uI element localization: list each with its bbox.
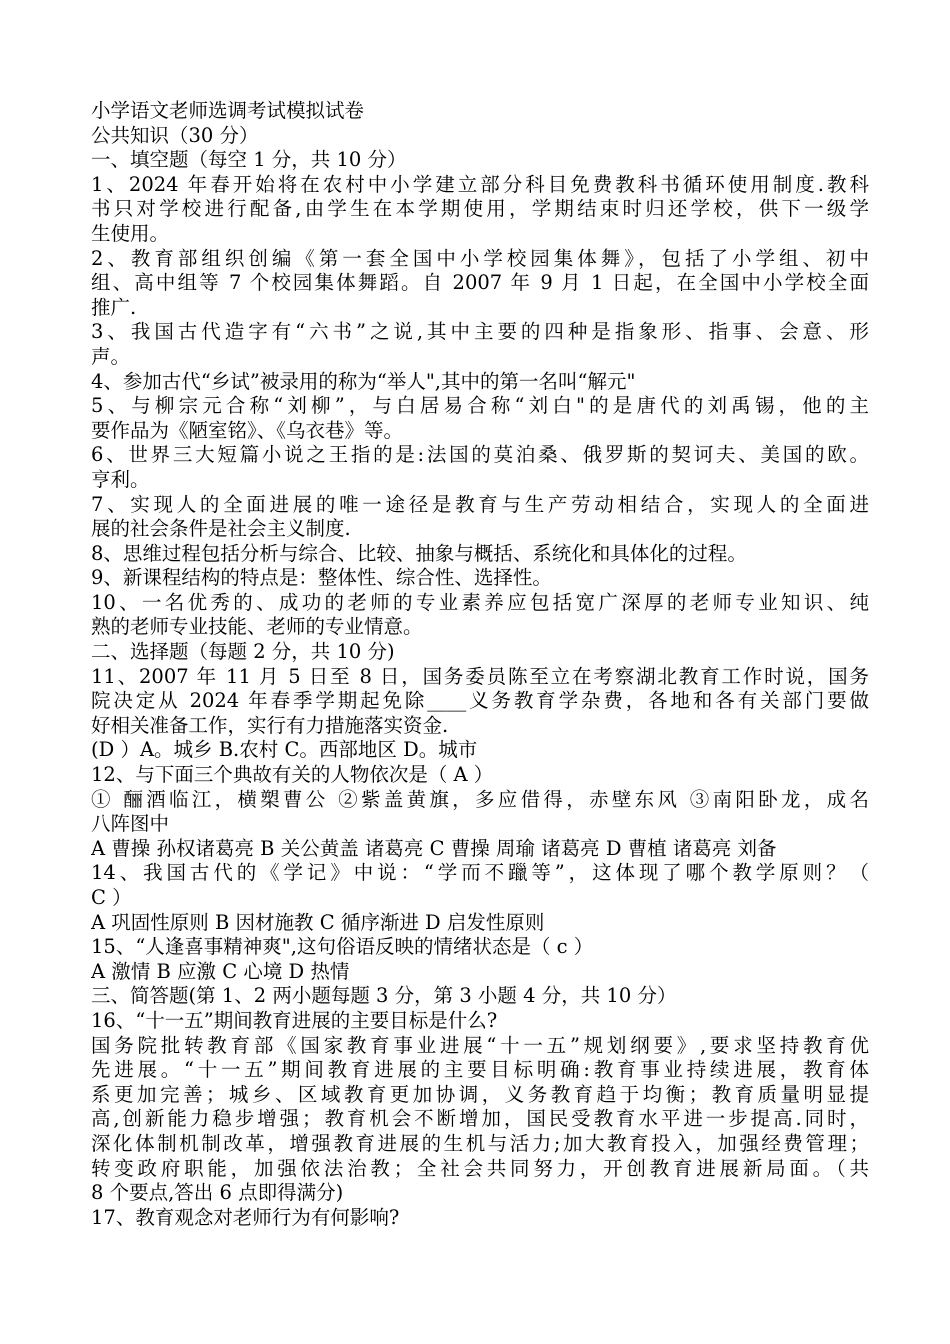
text-line: 生使用。 [91, 221, 170, 245]
text-line: 要作品为《陋室铭》、《乌衣巷》等。 [91, 418, 404, 442]
text-line: 11、2007 年 11 月 5 日至 8 日，国务委员陈至立在考察湖北教育工作时说，国务 [91, 664, 869, 688]
text-line: 15、“人逢喜事精神爽",这句俗语反映的情绪状态是（ c ） [91, 935, 594, 959]
text-line: A 激情 B 应激 C 心境 D 热情 [91, 959, 350, 983]
text-line: 9、新课程结构的特点是：整体性、综合性、选择性。 [91, 566, 552, 590]
text-line: 6、世界三大短篇小说之王指的是:法国的莫泊桑、俄罗斯的契诃夫、美国的欧。 [91, 443, 869, 467]
document-page [91, 99, 869, 1230]
text-line: A 曹操 孙权诸葛亮 B 关公黄盖 诸葛亮 C 曹操 周瑜 诸葛亮 D 曹植 诸葛亮 刘备 [91, 836, 777, 860]
text-line: 4、参加古代“乡试”被录用的称为“举人",其中的第一名叫“解元" [91, 369, 636, 393]
text-line: 转变政府职能，加强依法治教；全社会共同努力，开创教育进展新局面。（共 [91, 1156, 869, 1180]
text-line: 展的社会条件是社会主义制度. [91, 517, 351, 541]
text-line: 3、我国古代造字有“六书”之说,其中主要的四种是指象形、指事、会意、形 [91, 320, 869, 344]
text-line: 推广. [91, 295, 137, 319]
text-line: 公共知识（30 分） [91, 123, 259, 147]
text-line: 14、我国古代的《学记》中说：“学而不躐等”，这体现了哪个教学原则？（ [91, 861, 869, 885]
text-line: 高,创新能力稳步增强；教育机会不断增加，国民受教育水平进一步提高.同时， [91, 1107, 869, 1131]
text-line: 一、填空题（每空 1 分，共 10 分） [91, 148, 407, 172]
text-line: 深化体制机制改革，增强教育进展的生机与活力;加大教育投入，加强经费管理； [91, 1131, 869, 1155]
text-line: 二、选择题（每题 2 分，共 10 分) [91, 640, 395, 664]
text-line: 好相关准备工作，实行有力措施落实资金. [91, 713, 449, 737]
text-line: 组、高中组等 7 个校园集体舞蹈。自 2007 年 9 月 1 日起，在全国中小学校全面 [91, 271, 869, 295]
text-line: 7、实现人的全面进展的唯一途径是教育与生产劳动相结合，实现人的全面进 [91, 492, 869, 516]
text-line: 声。 [91, 344, 131, 368]
text-line: 8 个要点,答出 6 点即得满分) [91, 1181, 344, 1205]
text-line: 5、与柳宗元合称“刘柳”，与白居易合称“刘白"的是唐代的刘禹锡，他的主 [91, 394, 869, 418]
text-line: 国务院批转教育部《国家教育事业进展“十一五”规划纲要》,要求坚持教育优 [91, 1033, 869, 1057]
text-line: ① 酾酒临江，横槊曹公 ②紫盖黄旗，多应借得，赤壁东风 ③南阳卧龙，成名 [91, 787, 869, 811]
text-line: 8、思维过程包括分析与综合、比较、抽象与概括、系统化和具体化的过程。 [91, 541, 747, 565]
text-line: 小学语文老师选调考试模拟试卷 [91, 99, 365, 122]
text-line: A 巩固性原则 B 因材施教 C 循序渐进 D 启发性原则 [91, 910, 545, 934]
text-line: 熟的老师专业技能、老师的专业情意。 [91, 615, 423, 639]
text-line: 院决定从 2024 年春季学期起免除____义务教育学杂费，各地和各有关部门要做 [91, 689, 869, 713]
text-line: C ） [91, 886, 132, 909]
text-line: 先进展。“十一五”期间教育进展的主要目标明确:教育事业持续进展，教育体 [91, 1058, 869, 1082]
text-line: (D ）A。城乡 B.农村 C。西部地区 D。城市 [91, 738, 478, 762]
text-line: 八阵图中 [91, 812, 170, 836]
text-line: 10、一名优秀的、成功的老师的专业素养应包括宽广深厚的老师专业知识、纯 [91, 590, 869, 614]
text-line: 17、教育观念对老师行为有何影响? [91, 1205, 400, 1229]
text-line: 12、与下面三个典故有关的人物依次是（ A ） [91, 763, 494, 787]
text-line: 亨利。 [91, 467, 150, 491]
text-line: 16、“十一五”期间教育进展的主要目标是什么? [91, 1008, 498, 1032]
text-line: 2、教育部组织创编《第一套全国中小学校园集体舞》，包括了小学组、初中 [91, 246, 869, 270]
text-line: 1、2024 年春开始将在农村中小学建立部分科目免费教科书循环使用制度.教科 [91, 172, 869, 196]
text-line: 三、简答题(第 1、2 两小题每题 3 分，第 3 小题 4 分，共 10 分） [91, 984, 677, 1008]
text-line: 书只对学校进行配备,由学生在本学期使用，学期结束时归还学校，供下一级学 [91, 197, 869, 221]
text-line: 系更加完善；城乡、区域教育更加协调，义务教育趋于均衡；教育质量明显提 [91, 1082, 869, 1106]
